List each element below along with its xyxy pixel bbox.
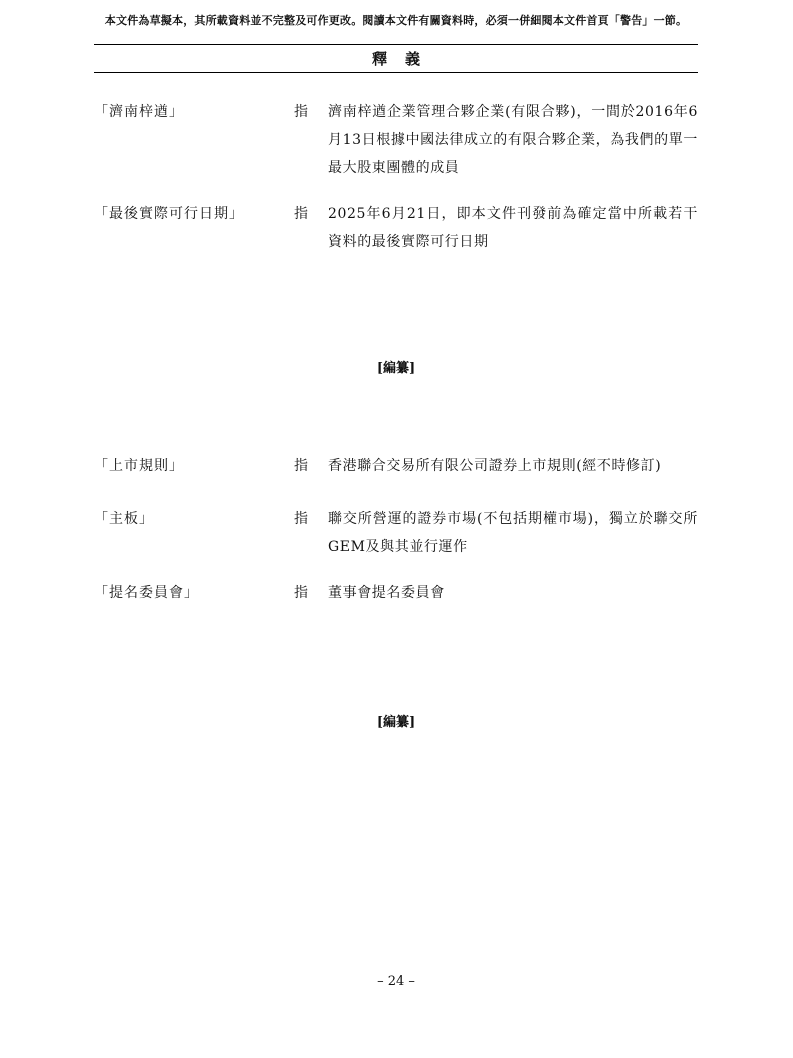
definition-text: 董事會提名委員會 <box>328 585 445 601</box>
definition-term: 「上市規則」 <box>94 458 184 474</box>
definition-text: 聯交所營運的證券市場(不包括期權市場)，獨立於聯交所GEM及與其並行運作 <box>328 511 698 555</box>
draft-warning-header: 本文件為草擬本，其所載資料並不完整及可作更改。閱讀本文件有關資料時，必須一併細閱本文件首頁「警告」一節。 <box>104 14 688 27</box>
section-title: 釋義 <box>371 50 438 68</box>
refers-marker: 指 <box>294 206 308 222</box>
header-rule-bottom <box>94 72 698 73</box>
definition-term: 「主板」 <box>94 511 154 527</box>
page-number: – 24 – <box>377 974 415 989</box>
definition-text: 濟南梓遒企業管理合夥企業(有限合夥)，一間於2016年6月13日根據中國法律成立的有限合夥企業，為我們的單一最大股東團體的成員 <box>328 104 698 176</box>
refers-marker: 指 <box>294 585 308 601</box>
definition-text: 2025年6月21日，即本文件刊發前為確定當中所載若干資料的最後實際可行日期 <box>328 206 698 250</box>
refers-marker: 指 <box>294 511 308 527</box>
definition-term: 「最後實際可行日期」 <box>94 206 244 222</box>
header-rule-top <box>94 44 698 45</box>
redacted-marker: [編纂] <box>376 361 416 376</box>
redacted-marker: [編纂] <box>376 715 416 730</box>
refers-marker: 指 <box>294 458 308 474</box>
refers-marker: 指 <box>294 104 308 120</box>
definition-text: 香港聯合交易所有限公司證券上市規則(經不時修訂) <box>328 458 662 474</box>
definition-term: 「濟南梓遒」 <box>94 104 184 120</box>
definition-term: 「提名委員會」 <box>94 585 199 601</box>
